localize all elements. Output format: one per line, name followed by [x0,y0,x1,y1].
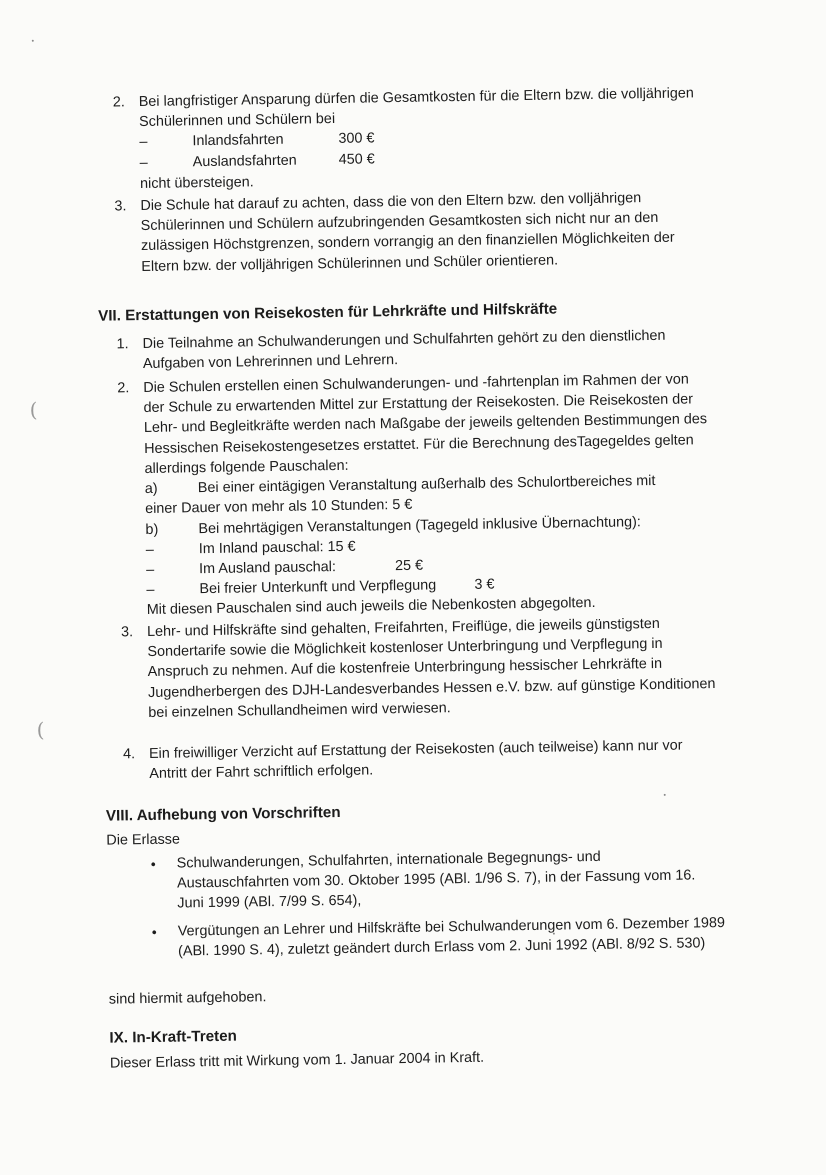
section-heading: VII. Erstattungen von Reisekosten für Lehrkräfte und Hilfskräfte [97,300,558,325]
paragraph-text: Lehr- und Hilfskräfte sind gehalten, Freifahrten, Freiflüge, die jeweils günstigsten Sondertarife sowie die Möglichkeit kostenloser Unterbringung und Verpflegung in Anspruch zu nehmen. Auf die kostenfreie Unterbringung hessischer Lehrkräfte in Jugendherbergen des DJH-Landesverbandes Hessen e.V. bzw. auf günstige Konditionen bei einzelnen Schullandheimen wird verwiesen. [146,615,716,721]
paragraph-text: Die Erlasse [106,831,181,849]
paragraph-text: nicht übersteigen. [139,174,254,193]
cost-value: 450 € [338,151,375,168]
sub-item-text: einer Dauer von mehr als 10 Stunden: 5 € [145,496,413,517]
punch-hole-mark: ( [29,397,38,422]
paragraph-text: Bei langfristiger Ansparung dürfen die Gesamtkosten für die Eltern bzw. die volljährigen Schülerinnen und Schülern bei [138,85,694,131]
punch-hole-mark: ( [36,717,45,742]
scan-speck [664,794,666,796]
sub-item-label: a) [144,480,158,497]
dash-marker: – [145,561,155,578]
cost-label: Auslandsfahrten [192,152,297,171]
sub-item-text: Bei einer eintägigen Veranstaltung außerhalb des Schulortbereiches mit [197,472,656,497]
dash-marker: – [146,581,155,598]
sub-item-label: b) [145,521,159,538]
paragraph-text: sind hiermit aufgehoben. [108,989,267,1008]
dash-marker: – [139,154,148,172]
allowance-label: Im Ausland pauschal: [198,559,337,578]
paragraph-text: Die Teilnahme an Schulwanderungen und Schulfahrten gehört zu den dienstlichen Aufgaben von Lehrerinnen und Lehrern. [142,327,666,373]
allowance-value: 25 € [394,557,424,575]
bullet-marker: • [150,855,156,872]
paragraph-text: Ein freiwilliger Verzicht auf Erstattung der Reisekosten (auch teilweise) kann nur vor Antritt der Fahrt schriftlich erfolgen. [148,737,683,783]
list-number: 2. [117,380,130,397]
list-number: 1. [116,336,129,353]
cost-value: 300 € [338,130,375,147]
allowance-label: Bei freier Unterkunft und Verpflegung [199,577,437,598]
bullet-marker: • [151,923,157,940]
list-number: 3. [114,198,127,215]
paragraph-text: Die Schulen erstellen einen Schulwanderungen- und -fahrtenplan im Rahmen der von der Schule zu erwartenden Mittel zur Erstattung der Reisekosten. Die Reisekosten der Lehr- und Begleitkräfte werden nach Maßgabe der jeweils geltenden Bestimmungen des Hessischen Reisekostengesetzes erstattet. Für die Berechnung desTagegeldes gelten allerdings folgende Pauschalen: [143,371,708,477]
cost-label: Inlandsfahrten [192,131,284,150]
dash-marker: – [145,541,154,558]
section-heading: IX. In-Kraft-Treten [109,1027,238,1047]
paragraph-text: Die Schule hat darauf zu achten, dass die von den Eltern bzw. den volljährigen Schülerinnen und Schülern aufzubringenden Gesamtkosten sich nicht nur an den zulässigen Höchstgrenzen, sondern vorrangig an den finanziellen Möglichkeiten der Eltern bzw. der volljährigen Schülerinnen und Schüler orientieren. [140,190,675,275]
dash-marker: – [139,133,148,151]
scan-speck [32,40,34,42]
list-item-text: Vergütungen an Lehrer und Hilfskräfte bei Schulwanderungen vom 6. Dezember 1989 (ABl. 1990 S. 4), zuletzt geändert durch Erlass vom 2. Juni 1992 (ABl. 8/92 S. 530) [177,914,726,960]
list-number: 2. [112,94,125,111]
list-number: 3. [120,624,134,641]
paragraph-text: Mit diesen Pauschalen sind auch jeweils die Nebenkosten abgegolten. [146,594,596,618]
sub-item-text: Bei mehrtägigen Veranstaltungen (Tagegeld inklusive Übernachtung): [198,514,641,538]
list-item-text: Schulwanderungen, Schulfahrten, internationale Begegnungs- und Austauschfahrten vom 30. Oktober 1995 (ABl. 1/96 S. 7), in der Fassung vom 16. Juni 1999 (ABl. 7/99 S. 654), [176,848,696,912]
allowance-label: Im Inland pauschal: 15 € [198,538,356,558]
section-heading: VIII. Aufhebung von Vorschriften [105,803,341,825]
list-number: 4. [122,746,136,763]
allowance-value: 3 € [474,576,495,593]
paragraph-text: Dieser Erlass tritt mit Wirkung vom 1. Januar 2004 in Kraft. [109,1049,485,1072]
